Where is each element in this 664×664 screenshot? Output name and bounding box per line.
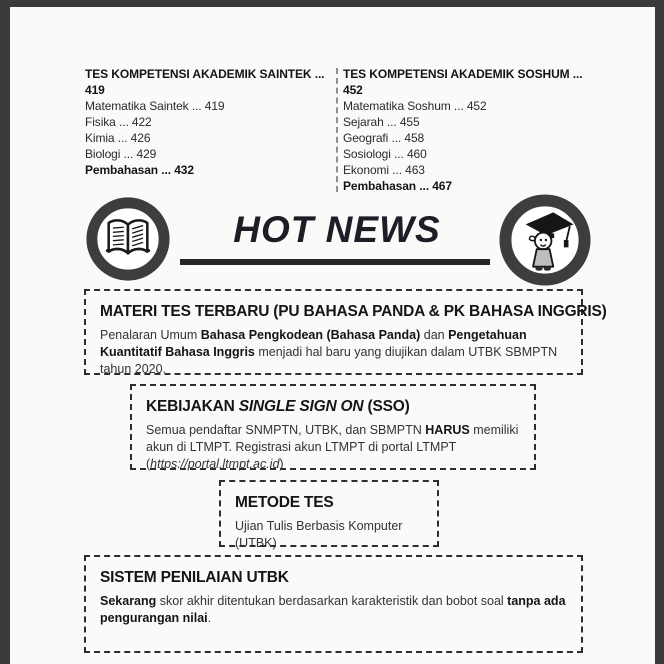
- toc-column-divider: [336, 68, 338, 192]
- body-text-bold: HARUS: [425, 423, 470, 437]
- body-text: .: [207, 611, 212, 625]
- toc-item: Biologi ... 429: [85, 147, 157, 161]
- body-text: menjadi hal baru yang diujikan dalam UTBK SBMPTN tahun 2020.: [100, 345, 558, 376]
- body-text-bold: Sekarang: [100, 594, 157, 608]
- page-frame-left: [0, 0, 10, 664]
- graduate-student-icon: [499, 194, 591, 286]
- portal-url-text: https://portal.ltmpt.ac.id: [150, 457, 280, 471]
- body-text: dan: [420, 328, 449, 342]
- body-text: Penalaran Umum: [100, 328, 201, 342]
- news-box-kebijakan-sso: [130, 384, 536, 470]
- hot-news-title: HOT NEWS: [233, 209, 441, 250]
- hot-news-underline: [180, 259, 490, 265]
- page-frame-top: [0, 0, 664, 7]
- title-text: (SSO): [363, 398, 410, 415]
- title-text-italic: SINGLE SIGN ON: [238, 398, 364, 415]
- toc-saintek-footer: Pembahasan ... 432: [85, 163, 194, 177]
- toc-item: Sejarah ... 455: [343, 115, 420, 129]
- body-text-bold: Pengetahuan Kuantitatif Bahasa Inggris: [100, 328, 527, 359]
- kebijakan-sso-body: [146, 422, 520, 473]
- body-text: Semua pendaftar SNMPTN, UTBK, dan SBMPTN: [146, 423, 426, 437]
- body-text: ): [279, 457, 284, 471]
- toc-item: Fisika ... 422: [85, 115, 152, 129]
- toc-column-soshum: [343, 66, 583, 194]
- news-box-sistem-penilaian: [84, 555, 583, 653]
- page-frame-right: [655, 0, 664, 664]
- toc-item: Ekonomi ... 463: [343, 163, 425, 177]
- materi-tes-title: MATERI TES TERBARU (PU BAHASA PANDA & PK BAHASA INGGRIS): [100, 303, 607, 320]
- body-text: memiliki akun di LTMPT. Registrasi akun LTMPT di portal LTMPT (: [146, 423, 519, 471]
- sistem-penilaian-title: SISTEM PENILAIAN UTBK: [100, 569, 289, 586]
- toc-item: Matematika Soshum ... 452: [343, 99, 487, 113]
- toc-item: Matematika Saintek ... 419: [85, 99, 225, 113]
- body-text-bold: Bahasa Pengkodean (Bahasa Panda): [200, 328, 421, 342]
- toc-column-saintek: [85, 66, 331, 178]
- toc-item: Kimia ... 426: [85, 131, 151, 145]
- toc-soshum-footer: Pembahasan ... 467: [343, 179, 452, 193]
- news-box-materi-tes: [84, 289, 607, 376]
- open-book-icon: [86, 197, 170, 281]
- materi-tes-body: [100, 327, 567, 378]
- toc-item: Sosiologi ... 460: [343, 147, 427, 161]
- toc-saintek-title: TES KOMPETENSI AKADEMIK SAINTEK ... 419: [85, 67, 325, 97]
- sistem-penilaian-body: [100, 593, 567, 627]
- title-text: KEBIJAKAN: [146, 398, 239, 415]
- body-text-bold: tanpa ada pengurangan nilai: [100, 594, 566, 625]
- toc-soshum-title: TES KOMPETENSI AKADEMIK SOSHUM ... 452: [343, 67, 583, 97]
- body-text: skor akhir ditentukan berdasarkan karakteristik dan bobot soal: [156, 594, 508, 608]
- kebijakan-sso-title: [146, 398, 520, 416]
- toc-item: Geografi ... 458: [343, 131, 425, 145]
- metode-tes-body: Ujian Tulis Berbasis Komputer (UTBK): [235, 519, 403, 550]
- news-box-metode-tes: [219, 480, 439, 550]
- metode-tes-title: METODE TES: [235, 494, 334, 511]
